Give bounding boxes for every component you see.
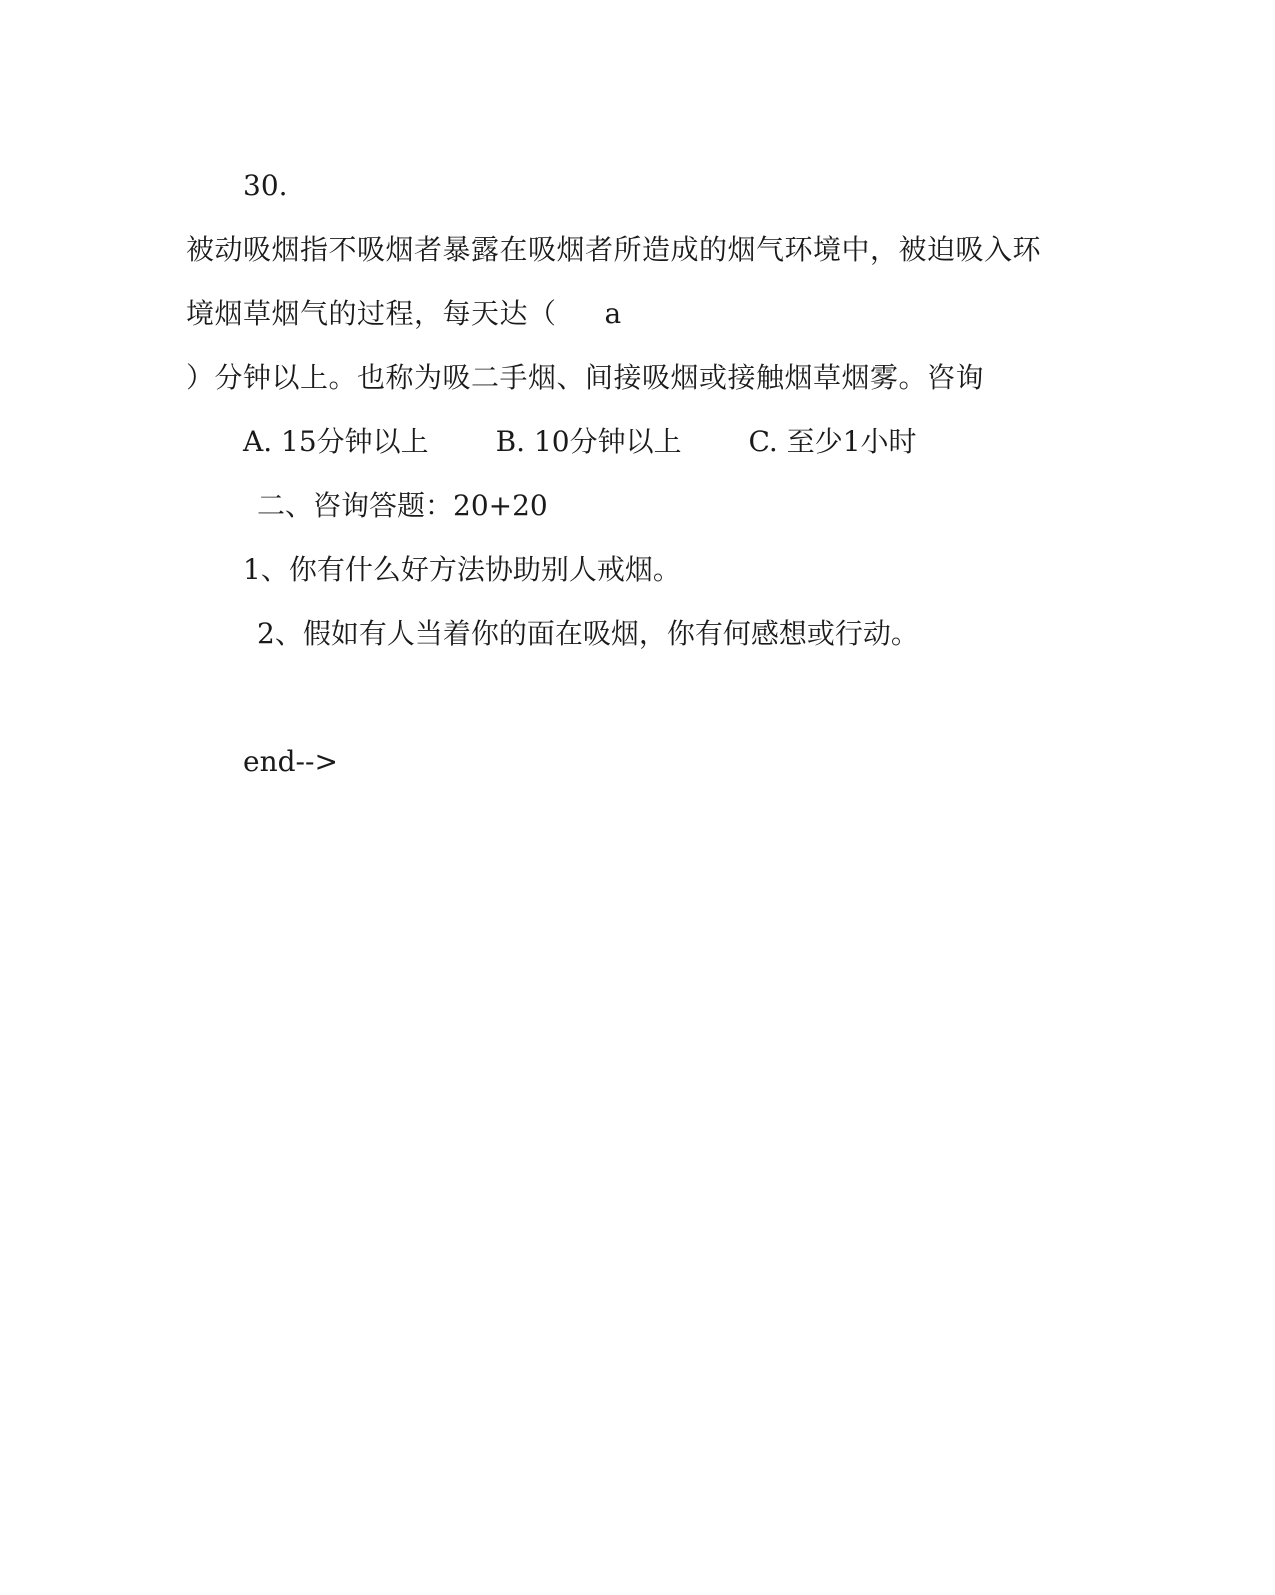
- end-marker: end-->: [243, 745, 338, 778]
- option-a: A. 15分钟以上: [243, 425, 429, 458]
- section-heading: 二、咨询答题：20+20: [257, 489, 548, 522]
- question-text-line-2: [186, 296, 622, 332]
- essay-question-2: 2、假如有人当着你的面在吸烟，你有何感想或行动。: [257, 617, 919, 650]
- question-text-line-2-prefix: 境烟草烟气的过程，每天达（: [186, 297, 557, 330]
- question-text-line-1: 被动吸烟指不吸烟者暴露在吸烟者所造成的烟气环境中，被迫吸入环: [186, 233, 1042, 266]
- option-b: B. 10分钟以上: [495, 425, 682, 458]
- question-answer: a: [604, 297, 622, 330]
- question-number: 30.: [243, 169, 288, 202]
- essay-question-1: 1、你有什么好方法协助别人戒烟。: [243, 553, 681, 586]
- option-c: C. 至少1小时: [748, 425, 917, 458]
- question-text-line-3: ）分钟以上。也称为吸二手烟、间接吸烟或接触烟草烟雾。咨询: [186, 361, 985, 394]
- answer-options: [243, 424, 917, 460]
